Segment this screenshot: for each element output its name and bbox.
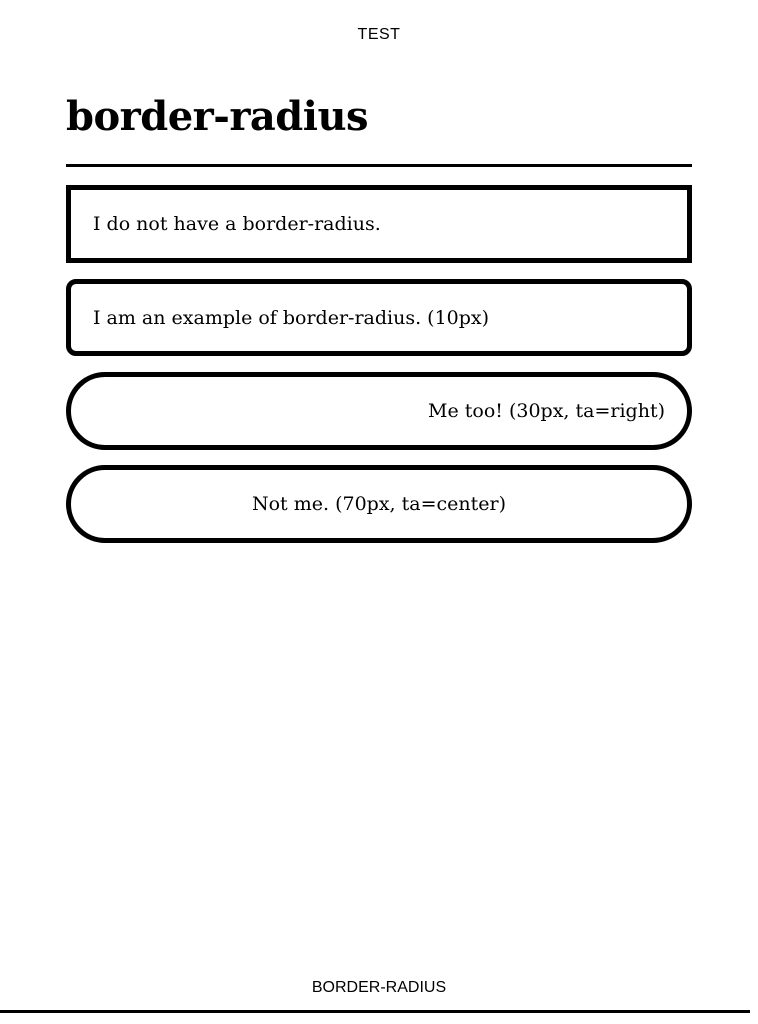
box-radius-30px-right-text: Me too! (30px, ta=right) (428, 400, 665, 422)
box-radius-10px (66, 279, 692, 356)
title-divider (66, 164, 692, 167)
footer-divider (0, 1010, 750, 1013)
page-title: border-radius (66, 93, 369, 140)
running-header: TEST (357, 26, 401, 43)
box-radius-70px-center-text: Not me. (70px, ta=center) (251, 493, 506, 515)
box-radius-70px-center (66, 465, 692, 543)
box-no-radius-text: I do not have a border-radius. (93, 213, 381, 235)
box-radius-10px-text: I am an example of border-radius. (10px) (93, 306, 490, 329)
box-no-radius (66, 185, 692, 263)
box-radius-30px-right (66, 372, 692, 450)
running-footer: BORDER-RADIUS (311, 979, 447, 996)
